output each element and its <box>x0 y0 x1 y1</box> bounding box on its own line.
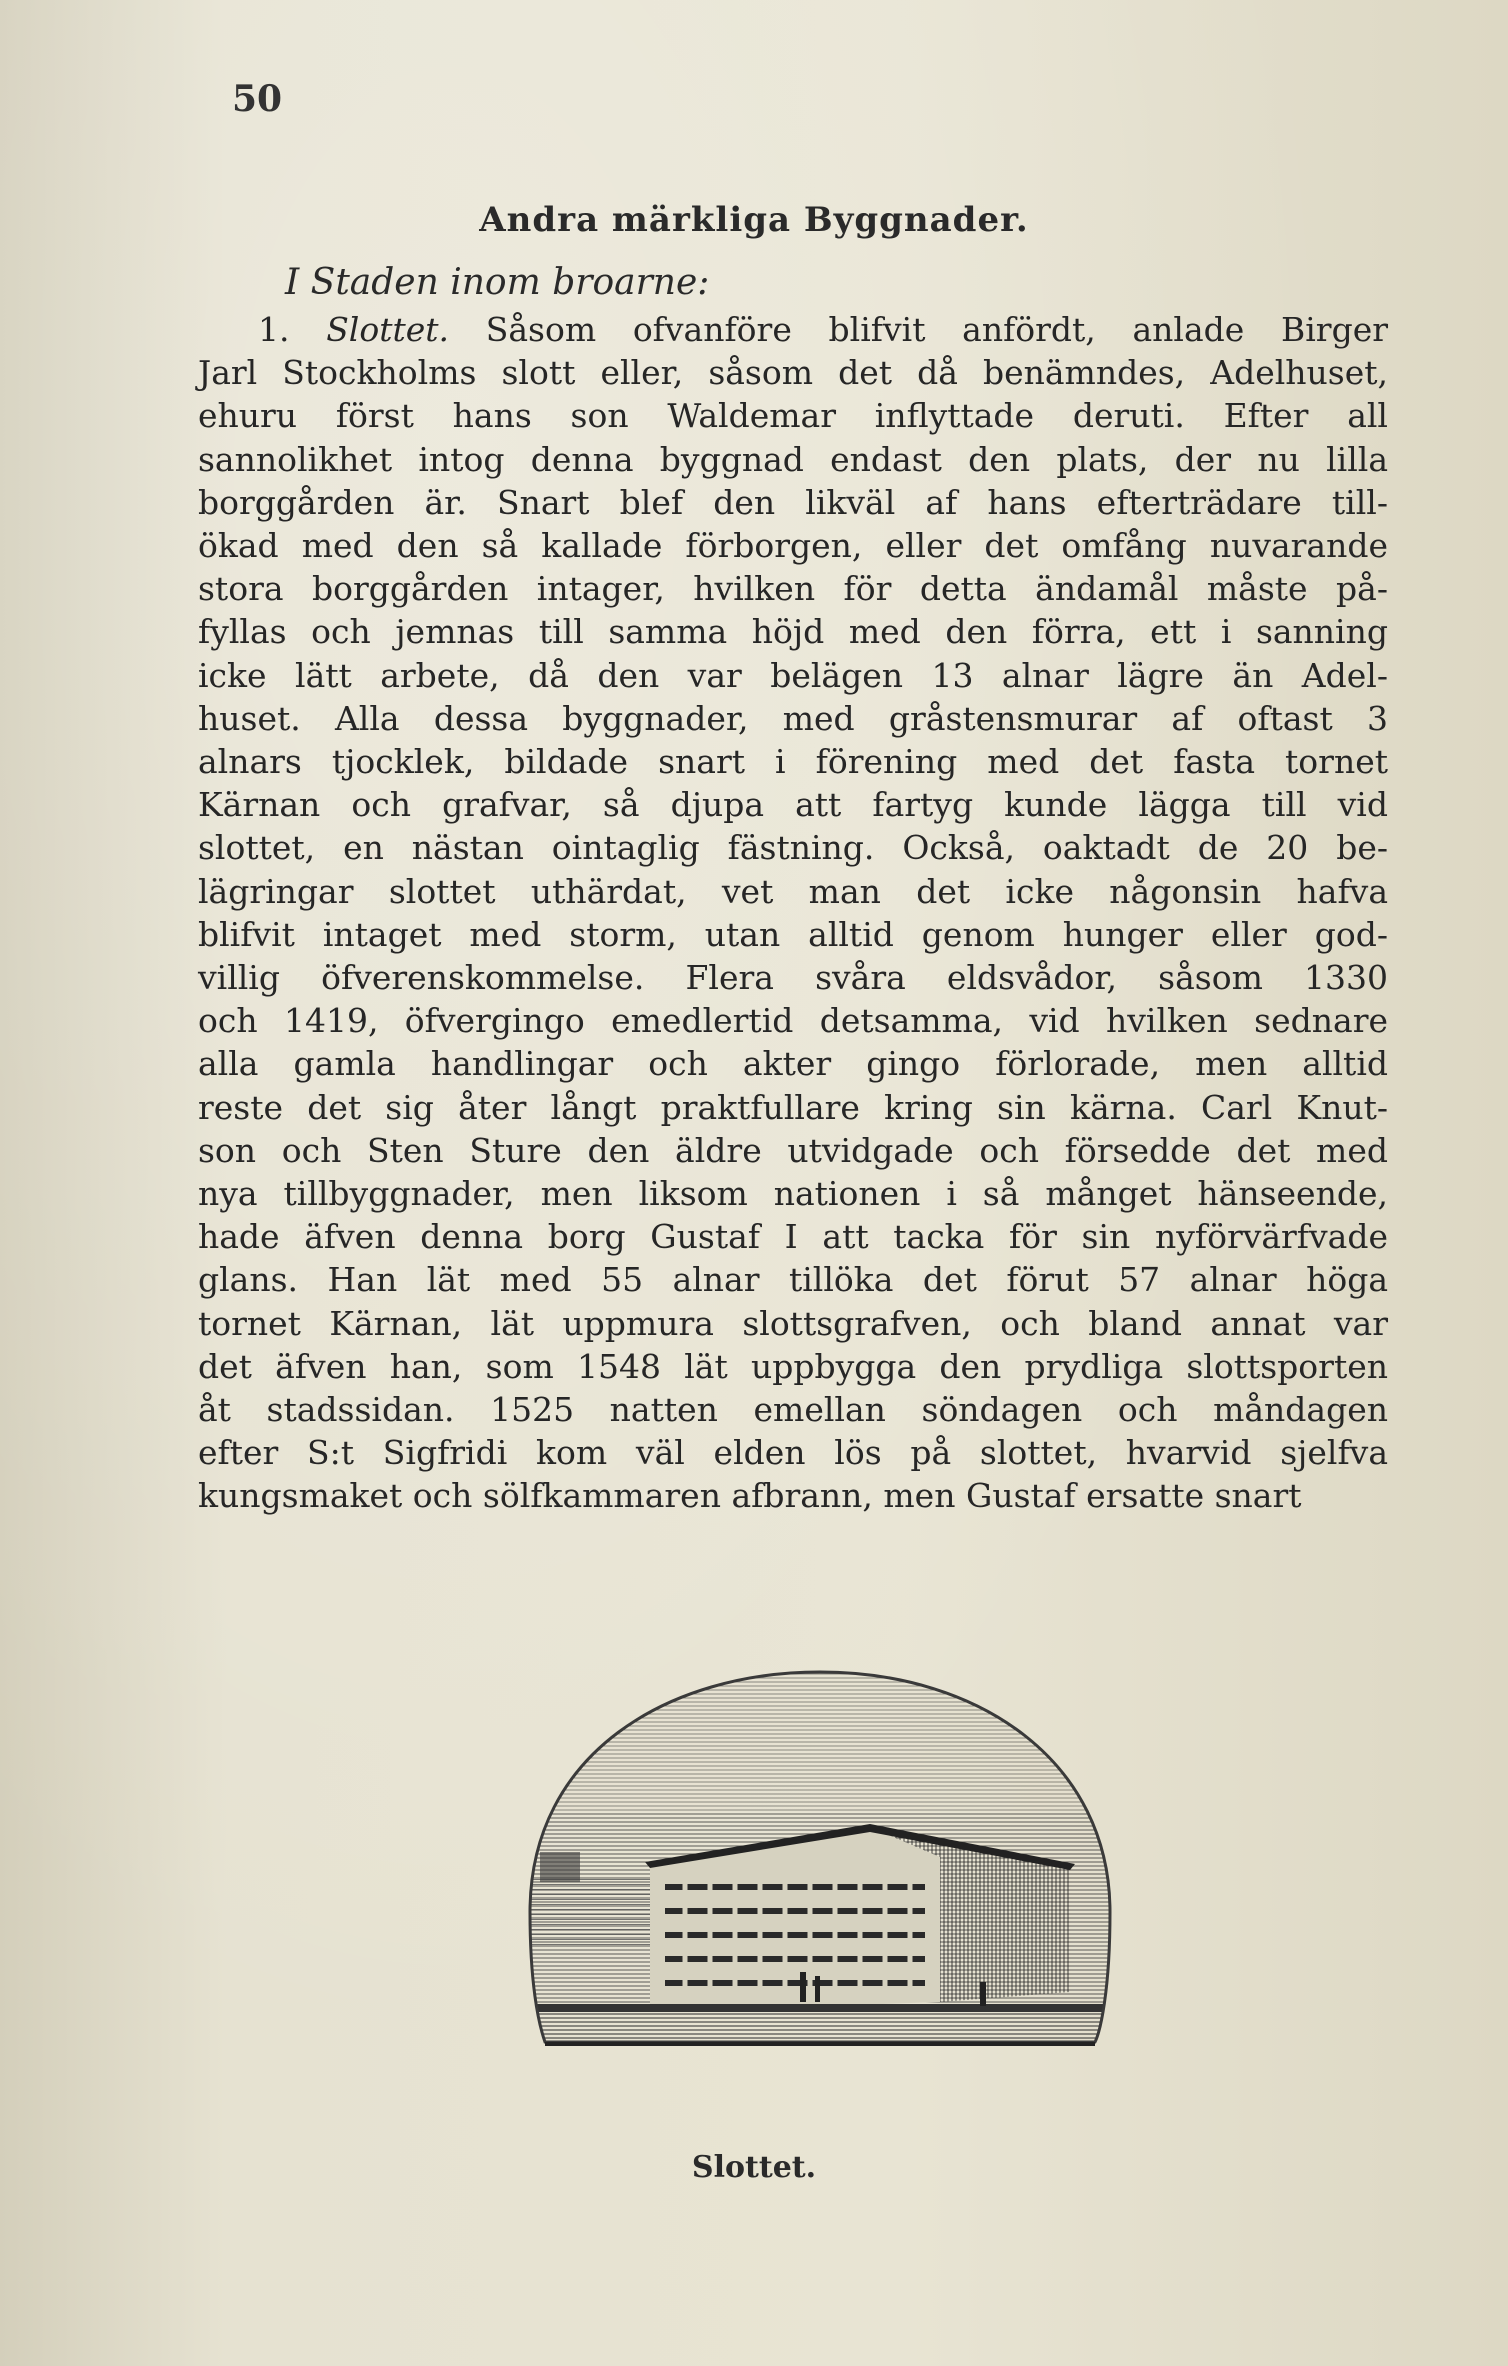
text-line: villig öfverenskommelse. Flera svåra eldsvådor, såsom 1330 <box>198 958 1388 998</box>
page-number: 50 <box>232 78 283 120</box>
text-line-first <box>198 308 1388 351</box>
text-line: Såsom ofvanföre blifvit anfördt, anlade Birger <box>485 310 1389 349</box>
text-line: och 1419, öfvergingo emedlertid detsamma, vid hvilken sednare <box>198 1001 1388 1041</box>
text-line: slottet, en nästan ointaglig fästning. Också, oaktadt de 20 be- <box>198 828 1388 868</box>
figure-caption: Slottet. <box>691 2150 817 2185</box>
section-number: 1. <box>258 310 290 349</box>
text-line: fyllas och jemnas till samma höjd med den förra, ett i sanning <box>198 612 1388 652</box>
text-line: ökad med den så kallade förborgen, eller det omfång nuvarande <box>198 526 1388 566</box>
text-line: Kärnan och grafvar, så djupa att fartyg kunde lägga till vid <box>198 785 1388 825</box>
subheading: I Staden inom broarne: <box>285 262 710 303</box>
castle-engraving <box>510 1612 1125 2172</box>
section-heading: Andra märkliga Byggnader. <box>479 200 1029 240</box>
text-line: alnars tjocklek, bildade snart i förening med det fasta tornet <box>198 742 1388 782</box>
text-line: stora borggården intager, hvilken för detta ändamål måste på- <box>198 569 1388 609</box>
text-line: reste det sig åter långt praktfullare kring sin kärna. Carl Knut- <box>198 1087 1388 1127</box>
text-line: blifvit intaget med storm, utan alltid genom hunger eller god- <box>198 914 1388 954</box>
text-line: lägringar slottet uthärdat, vet man det icke någonsin hafva <box>198 871 1388 911</box>
text-line: hade äfven denna borg Gustaf I att tacka för sin nyförvärfvade <box>198 1217 1388 1257</box>
text-line: ehuru först hans son Waldemar inflyttade deruti. Efter all <box>198 396 1388 436</box>
text-line: tornet Kärnan, lät uppmura slottsgrafven, och bland annat var <box>198 1303 1388 1343</box>
text-line: glans. Han lät med 55 alnar tillöka det förut 57 alnar höga <box>198 1260 1388 1300</box>
text-line: huset. Alla dessa byggnader, med gråstensmurar af oftast 3 <box>198 698 1388 738</box>
text-line: sannolikhet intog denna byggnad endast den plats, der nu lilla <box>198 439 1388 479</box>
text-line: efter S:t Sigfridi kom väl elden lös på slottet, hvarvid sjelfva <box>198 1433 1388 1473</box>
text-line: son och Sten Sture den äldre utvidgade och försedde det med <box>198 1130 1388 1170</box>
text-line: Jarl Stockholms slott eller, såsom det då benämndes, Adelhuset, <box>198 353 1388 393</box>
text-line: alla gamla handlingar och akter gingo förlorade, men alltid <box>198 1044 1388 1084</box>
text-line: borggården är. Snart blef den likväl af hans efterträdare till- <box>198 482 1388 522</box>
section-title: Slottet. <box>326 310 450 349</box>
text-line: nya tillbyggnader, men liksom nationen i så månget hänseende, <box>198 1174 1388 1214</box>
text-line: det äfven han, som 1548 lät uppbygga den prydliga slottsporten <box>198 1346 1388 1386</box>
body-text <box>198 308 1388 1518</box>
text-line: icke lätt arbete, då den var belägen 13 alnar lägre än Adel- <box>198 655 1388 695</box>
text-line: åt stadssidan. 1525 natten emellan söndagen och måndagen <box>198 1390 1388 1430</box>
text-line: kungsmaket och sölfkammaren afbrann, men Gustaf ersatte snart <box>198 1476 1302 1516</box>
